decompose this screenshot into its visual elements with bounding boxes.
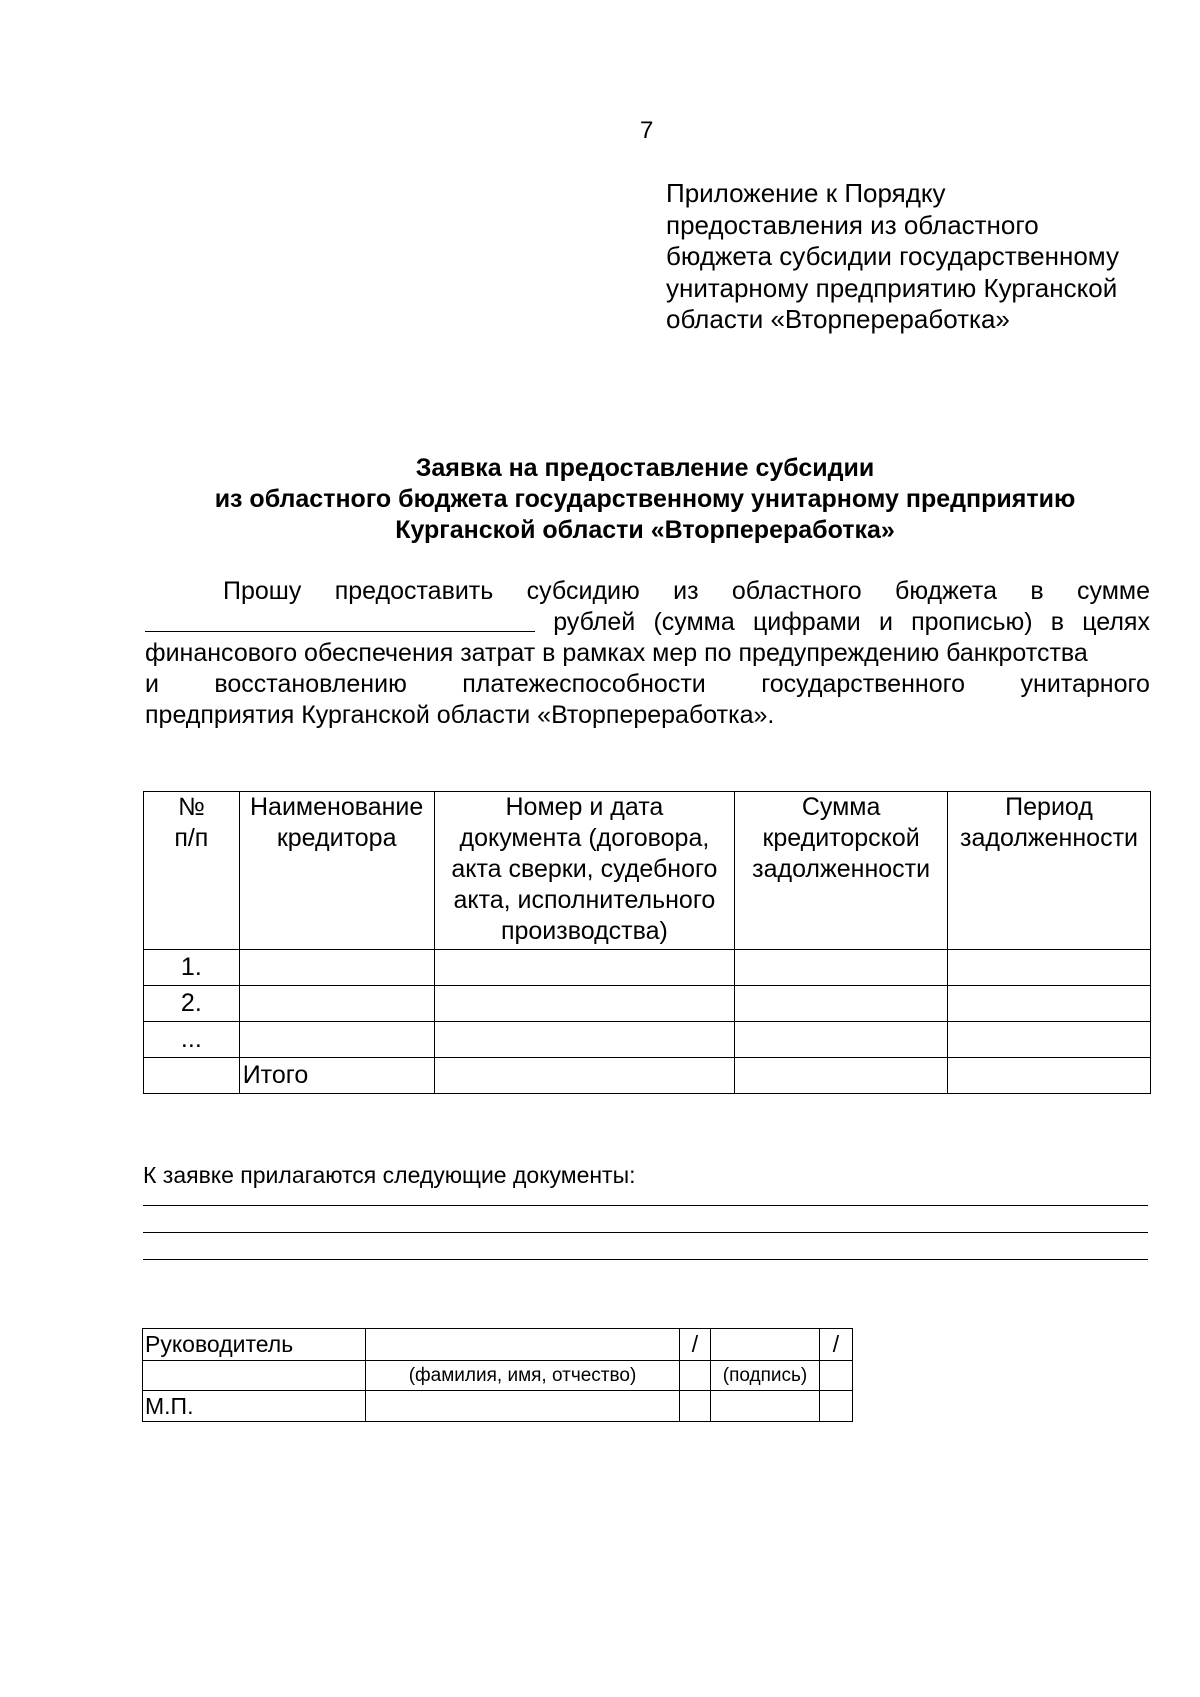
amount-cell[interactable] <box>735 986 948 1022</box>
total-label-cell: Итого <box>239 1058 434 1094</box>
word: унитарного <box>1020 670 1150 698</box>
creditors-table <box>143 791 1151 1094</box>
page-number: 7 <box>640 117 654 144</box>
row-number-cell: 2. <box>144 986 240 1022</box>
word: восстановлению <box>214 670 407 698</box>
empty-cell <box>680 1391 711 1422</box>
empty-cell <box>143 1361 366 1391</box>
amount-cell[interactable] <box>735 1022 948 1058</box>
paragraph-text: предприятия Курганской области «Вторпереработка». <box>145 701 775 729</box>
seal-row <box>143 1391 853 1422</box>
attachment-line[interactable] <box>143 1205 1148 1206</box>
creditor-cell[interactable] <box>239 1022 434 1058</box>
paragraph-text: финансового обеспечения затрат в рамках мер по предупреждению банкротства <box>145 639 1088 667</box>
document-cell[interactable] <box>434 1022 735 1058</box>
appendix-note <box>666 178 1119 336</box>
attachment-line[interactable] <box>143 1259 1148 1260</box>
header-creditor-name: Наименование кредитора <box>239 792 434 950</box>
period-cell[interactable] <box>948 986 1151 1022</box>
attachments-label: К заявке прилагаются следующие документы: <box>143 1162 636 1188</box>
head-signature-field[interactable] <box>711 1329 820 1361</box>
seal-label: М.П. <box>143 1391 366 1422</box>
table-row <box>144 986 1151 1022</box>
word: (сумма <box>653 608 735 636</box>
header-number: № п/п <box>144 792 240 950</box>
appendix-line: предоставления из областного <box>666 209 1039 240</box>
row-number-cell <box>144 1058 240 1094</box>
word: в <box>1030 577 1044 605</box>
empty-cell <box>820 1361 853 1391</box>
word: субсидию <box>526 577 640 605</box>
empty-cell <box>680 1361 711 1391</box>
appendix-line: унитарному предприятию Курганской <box>666 272 1118 303</box>
request-paragraph <box>145 576 1150 731</box>
word: целях <box>1082 608 1150 636</box>
header-debt-amount: Сумма кредиторской задолженности <box>735 792 948 950</box>
word: цифрами <box>752 608 861 636</box>
title-line: из областного бюджета государственному унитарному предприятию <box>214 485 1076 513</box>
table-row <box>144 950 1151 986</box>
word: и <box>145 670 159 698</box>
slash-separator: / <box>820 1329 853 1361</box>
word: Прошу <box>223 577 302 605</box>
word: платежеспособности <box>462 670 706 698</box>
paragraph-line-1 <box>145 576 1150 607</box>
word: и <box>878 608 893 636</box>
word: сумме <box>1076 577 1150 605</box>
period-cell[interactable] <box>948 1022 1151 1058</box>
table-row <box>144 1022 1151 1058</box>
creditor-cell[interactable] <box>239 950 434 986</box>
document-cell[interactable] <box>434 1058 735 1094</box>
paragraph-line-3 <box>145 638 1150 669</box>
document-cell[interactable] <box>434 986 735 1022</box>
attachment-line[interactable] <box>143 1232 1148 1233</box>
period-cell[interactable] <box>948 950 1151 986</box>
row-number-cell: ... <box>144 1022 240 1058</box>
signature-caption: (подпись) <box>711 1361 820 1391</box>
head-label: Руководитель <box>143 1329 366 1361</box>
empty-cell <box>820 1391 853 1422</box>
paragraph-line-5 <box>145 700 1150 731</box>
word: прописью) <box>911 608 1033 636</box>
title-line: Заявка на предоставление субсидии <box>415 454 875 482</box>
word: бюджета <box>895 577 997 605</box>
word: рублей <box>553 608 636 636</box>
document-cell[interactable] <box>434 950 735 986</box>
amount-cell[interactable] <box>735 950 948 986</box>
signature-row <box>143 1329 853 1361</box>
signature-caption-row <box>143 1361 853 1391</box>
word: предоставить <box>334 577 494 605</box>
fio-caption: (фамилия, имя, отчество) <box>366 1361 680 1391</box>
table-total-row <box>144 1058 1151 1094</box>
word: областного <box>731 577 862 605</box>
appendix-line: области «Вторпереработка» <box>666 304 1010 334</box>
creditor-cell[interactable] <box>239 986 434 1022</box>
document-title <box>140 453 1150 546</box>
appendix-line: Приложение к Порядку <box>666 178 946 208</box>
slash-separator: / <box>680 1329 711 1361</box>
head-name-field[interactable] <box>366 1329 680 1361</box>
seal-field[interactable] <box>366 1391 680 1422</box>
paragraph-line-2 <box>145 607 1150 638</box>
signature-table <box>142 1328 853 1422</box>
word: из <box>673 577 699 605</box>
amount-blank-field[interactable] <box>145 607 535 632</box>
appendix-line: бюджета субсидии государственному <box>666 241 1119 271</box>
paragraph-line-4 <box>145 669 1150 700</box>
header-debt-period: Период задолженности <box>948 792 1151 950</box>
row-number-cell: 1. <box>144 950 240 986</box>
table-header-row <box>144 792 1151 950</box>
total-amount-cell[interactable] <box>735 1058 948 1094</box>
header-document: Номер и дата документа (договора, акта сверки, судебного акта, исполнительного производства) <box>434 792 735 950</box>
empty-cell <box>711 1391 820 1422</box>
word: государственного <box>761 670 966 698</box>
period-cell[interactable] <box>948 1058 1151 1094</box>
title-line: Курганской области «Вторпереработка» <box>395 516 895 544</box>
word: в <box>1050 608 1065 636</box>
